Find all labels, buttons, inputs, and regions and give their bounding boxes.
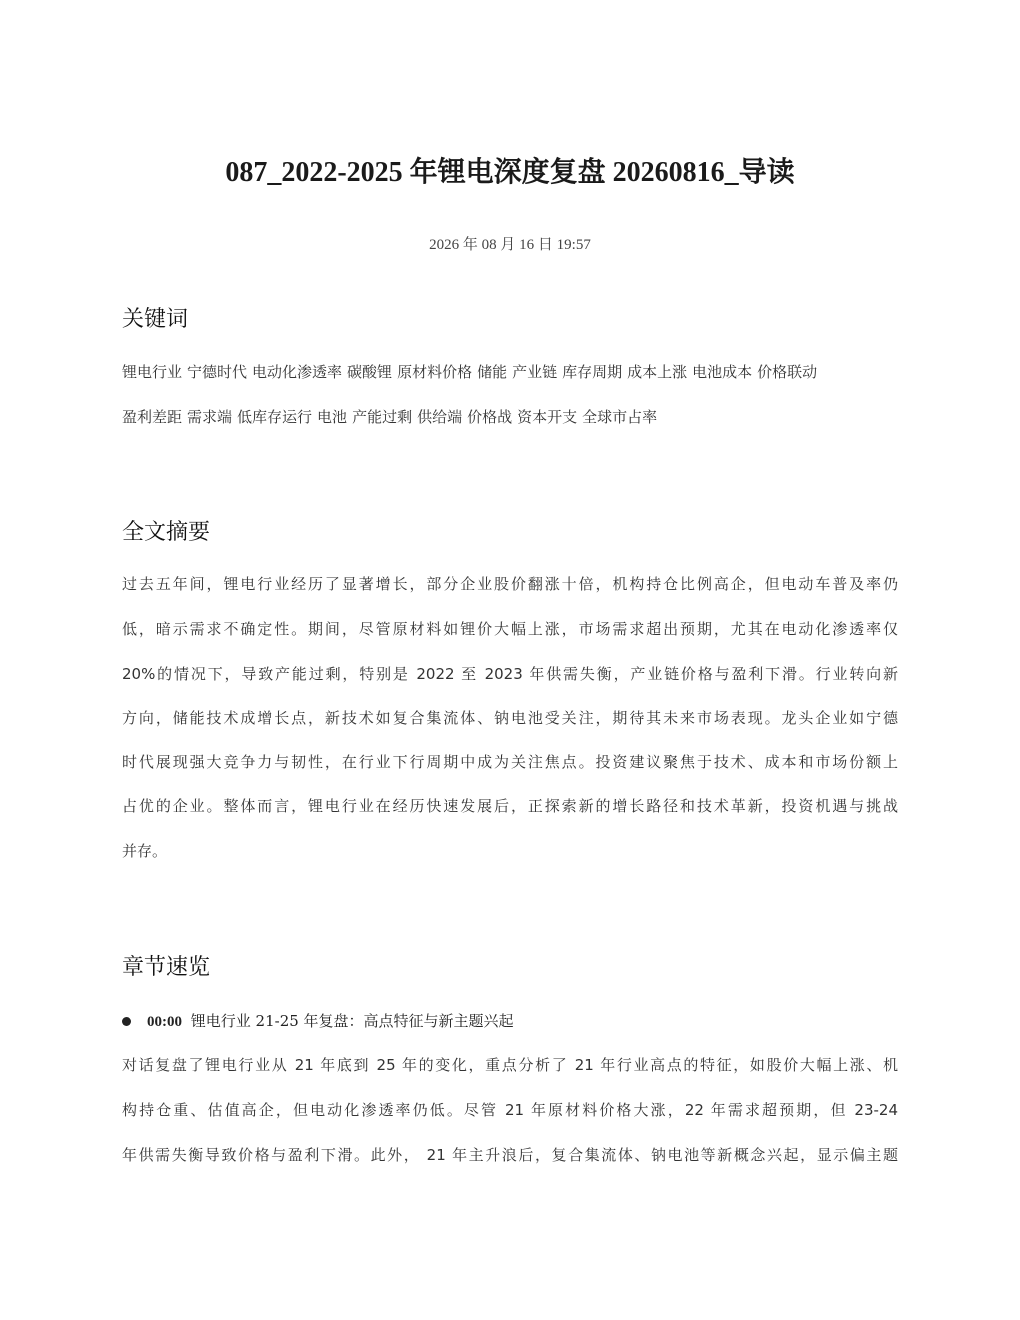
keyword-item: 价格战 <box>467 408 513 426</box>
keyword-item: 电池 <box>317 408 348 426</box>
chapter-text-line: 对话复盘了锂电行业从 21 年底到 25 年的变化，重点分析了 21 年行业高点的特征，如股价大幅上涨、机 <box>122 1056 898 1074</box>
keyword-item: 宁德时代 <box>187 363 248 381</box>
keyword-item: 供给端 <box>417 408 463 426</box>
summary-line: 时代展现强大竞争力与韧性，在行业下行周期中成为关注焦点。投资建议聚焦于技术、成本和市场份额上 <box>122 753 898 771</box>
keyword-item: 需求端 <box>187 408 233 426</box>
keyword-item: 储能 <box>477 363 508 381</box>
summary-line: 方向，储能技术成增长点，新技术如复合集流体、钠电池受关注，期待其未来市场表现。龙头企业如宁德 <box>122 709 898 727</box>
keyword-item: 碳酸锂 <box>347 363 393 381</box>
bullet-icon <box>122 1017 131 1026</box>
keyword-item: 电动化渗透率 <box>252 363 343 381</box>
keyword-item: 原材料价格 <box>397 363 473 381</box>
keyword-item: 电池成本 <box>692 363 753 381</box>
keywords-line-1 <box>122 361 902 382</box>
chapters-heading: 章节速览 <box>122 955 211 980</box>
summary-line: 低，暗示需求不确定性。期间，尽管原材料如锂价大幅上涨，市场需求超出预期，尤其在电动化渗透率仅 <box>122 620 898 638</box>
keyword-item: 全球市占率 <box>582 408 658 426</box>
keyword-item: 产能过剩 <box>352 408 413 426</box>
summary-line: 20%的情况下，导致产能过剩，特别是 2022 至 2023 年供需失衡，产业链价格与盈利下滑。行业转向新 <box>122 665 898 683</box>
summary-line: 过去五年间，锂电行业经历了显著增长，部分企业股价翻涨十倍，机构持仓比例高企，但电动车普及率仍 <box>122 575 898 593</box>
summary-line: 占优的企业。整体而言，锂电行业在经历快速发展后，正探索新的增长路径和技术革新，投资机遇与挑战 <box>122 797 898 815</box>
chapter-item-header <box>122 1010 514 1031</box>
summary-line: 并存。 <box>122 842 168 860</box>
keyword-item: 库存周期 <box>562 363 623 381</box>
keyword-item: 价格联动 <box>757 363 818 381</box>
chapter-timestamp: 00:00 <box>147 1014 182 1030</box>
document-title: 087_2022-2025 年锂电深度复盘 20260816_导读 <box>225 157 795 188</box>
keyword-item: 低库存运行 <box>237 408 313 426</box>
chapter-text-line: 年供需失衡导致价格与盈利下滑。此外， 21 年主升浪后，复合集流体、钠电池等新概念兴起，显示偏主题 <box>122 1146 898 1164</box>
keyword-item: 产业链 <box>512 363 558 381</box>
chapter-text-line: 构持仓重、估值高企，但电动化渗透率仍低。尽管 21 年原材料价格大涨，22 年需求超预期，但 23-24 <box>122 1101 898 1119</box>
keyword-item: 资本开支 <box>517 408 578 426</box>
keyword-item: 锂电行业 <box>122 363 183 381</box>
keywords-heading: 关键词 <box>122 307 189 332</box>
keywords-line-2 <box>122 406 902 427</box>
chapter-title: 锂电行业 21-25 年复盘：高点特征与新主题兴起 <box>190 1012 514 1030</box>
summary-heading: 全文摘要 <box>122 520 211 545</box>
document-date: 2026 年 08 月 16 日 19:57 <box>429 237 591 253</box>
keyword-item: 盈利差距 <box>122 408 183 426</box>
keyword-item: 成本上涨 <box>627 363 688 381</box>
